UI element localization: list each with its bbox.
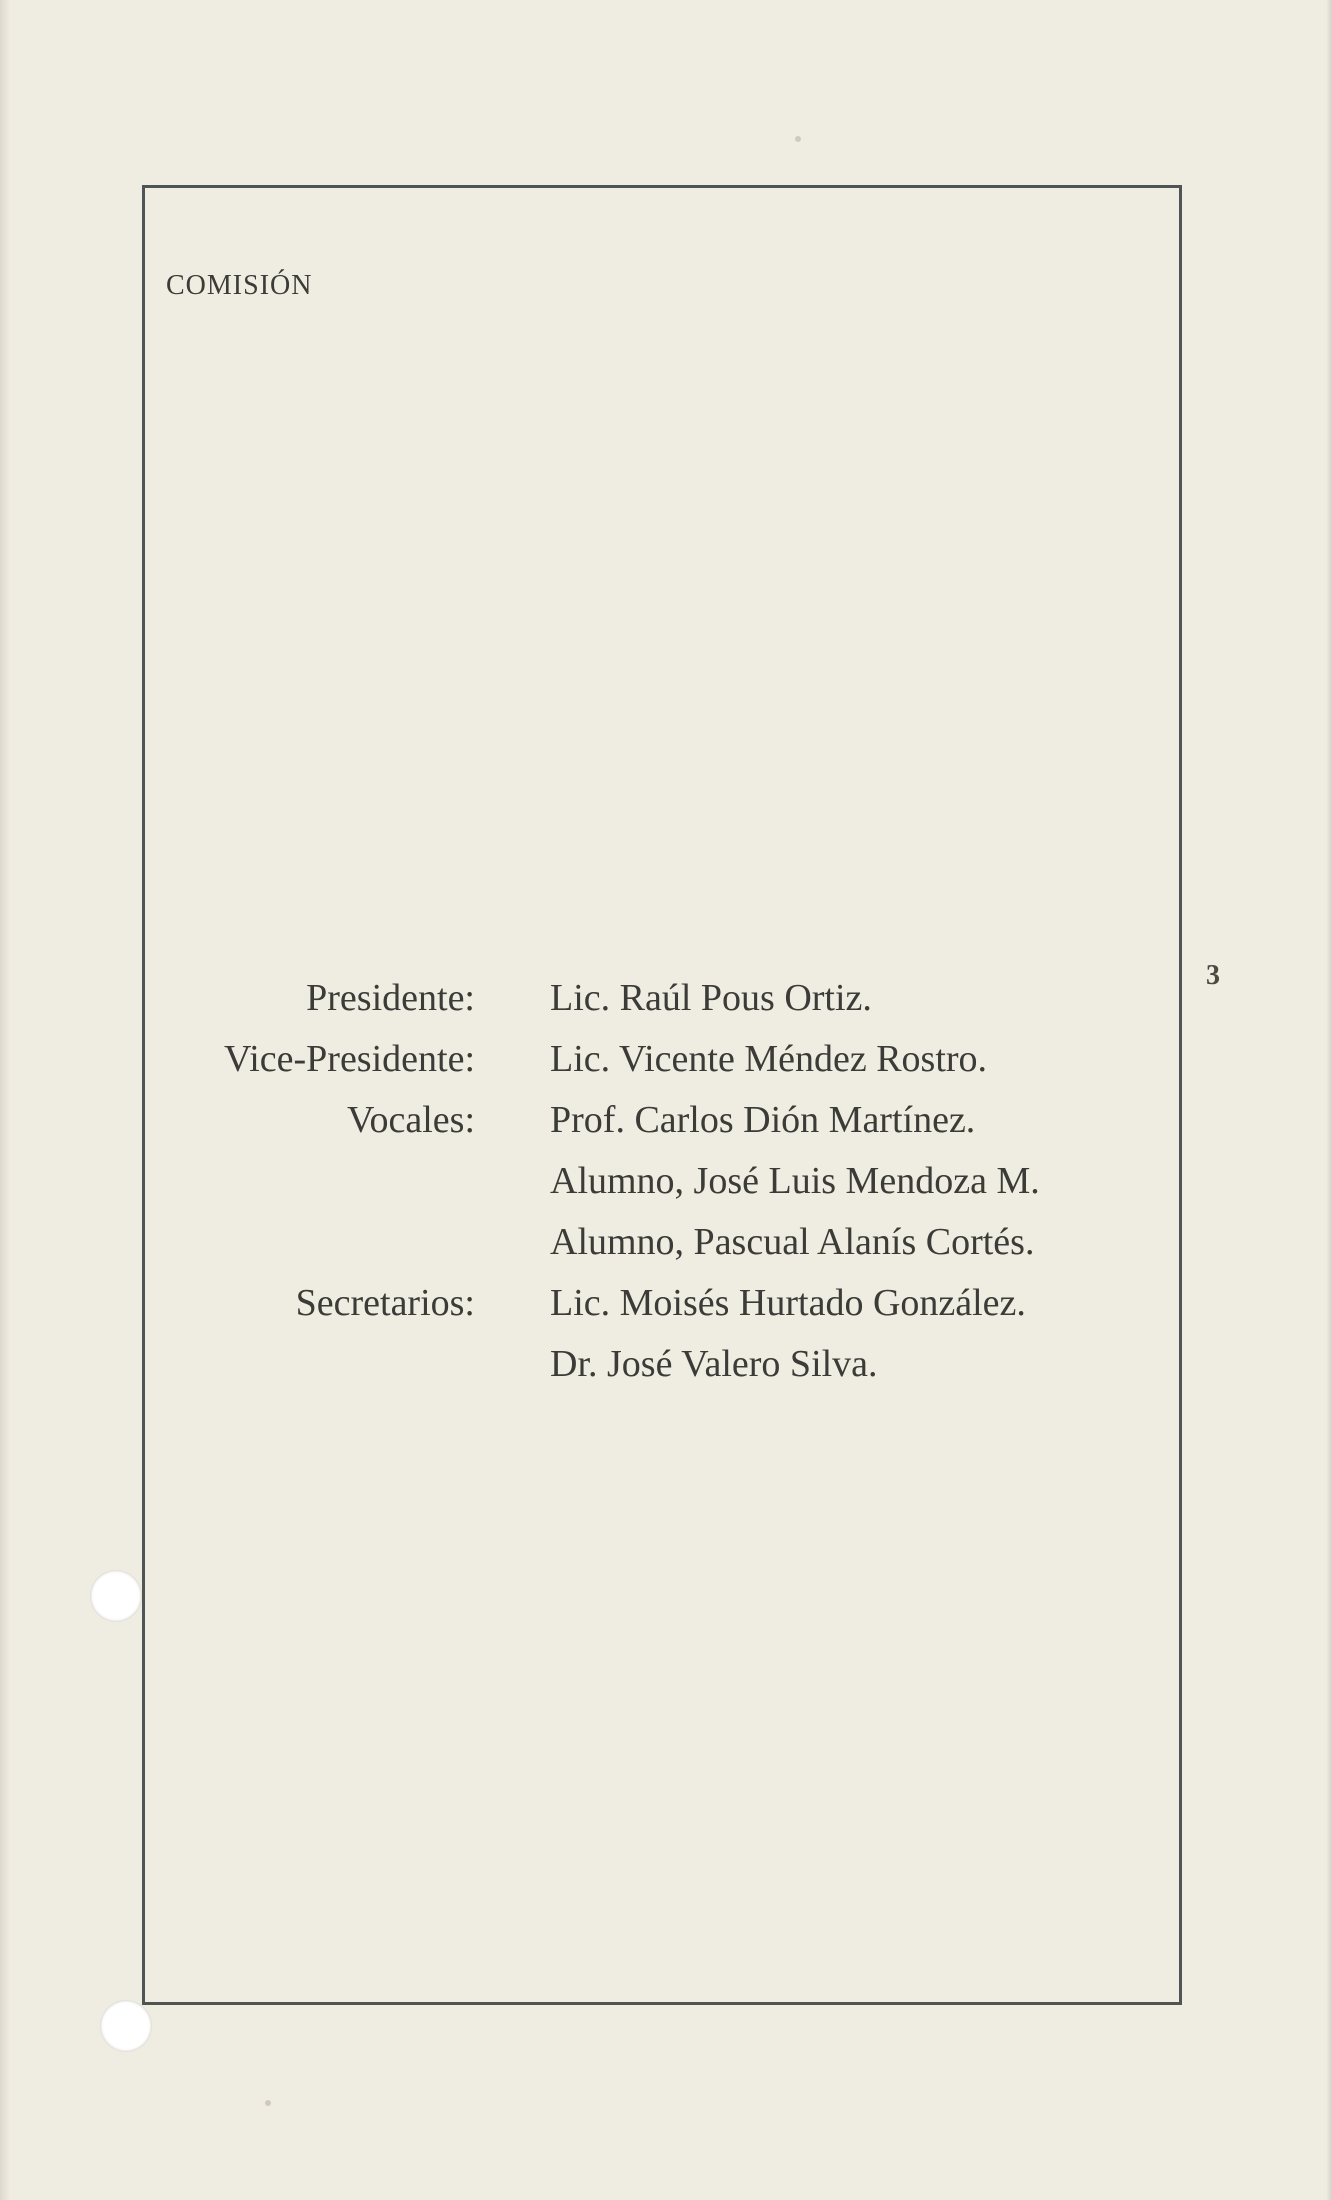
- role-label: Vice-Presidente:: [224, 1038, 475, 1080]
- member-name-column: [550, 968, 1170, 1395]
- role-label: [150, 1212, 475, 1273]
- paper-speck: [795, 136, 801, 142]
- punch-hole: [100, 2000, 152, 2052]
- page-edge-right: [1326, 0, 1332, 2200]
- member-name: Alumno, Pascual Alanís Cortés.: [550, 1221, 1035, 1263]
- member-name: Lic. Vicente Méndez Rostro.: [550, 1038, 988, 1080]
- role-column: [150, 968, 475, 1395]
- page-number: 3: [1206, 960, 1220, 991]
- role-label: [150, 1151, 475, 1212]
- punch-hole: [90, 1570, 142, 1622]
- role-label: Vocales:: [346, 1099, 475, 1141]
- role-label: Secretarios:: [295, 1282, 475, 1324]
- member-name: Prof. Carlos Dión Martínez.: [550, 1099, 976, 1141]
- member-name: Alumno, José Luis Mendoza M.: [550, 1160, 1040, 1202]
- role-label: [150, 1334, 475, 1395]
- member-name: Lic. Raúl Pous Ortiz.: [550, 977, 872, 1019]
- member-name: Lic. Moisés Hurtado González.: [550, 1282, 1026, 1324]
- paper-speck: [265, 2100, 271, 2106]
- page-heading: COMISIÓN: [166, 270, 313, 301]
- member-name: Dr. José Valero Silva.: [550, 1343, 878, 1385]
- role-label: Presidente:: [306, 977, 475, 1019]
- page-edge-left: [0, 0, 10, 2200]
